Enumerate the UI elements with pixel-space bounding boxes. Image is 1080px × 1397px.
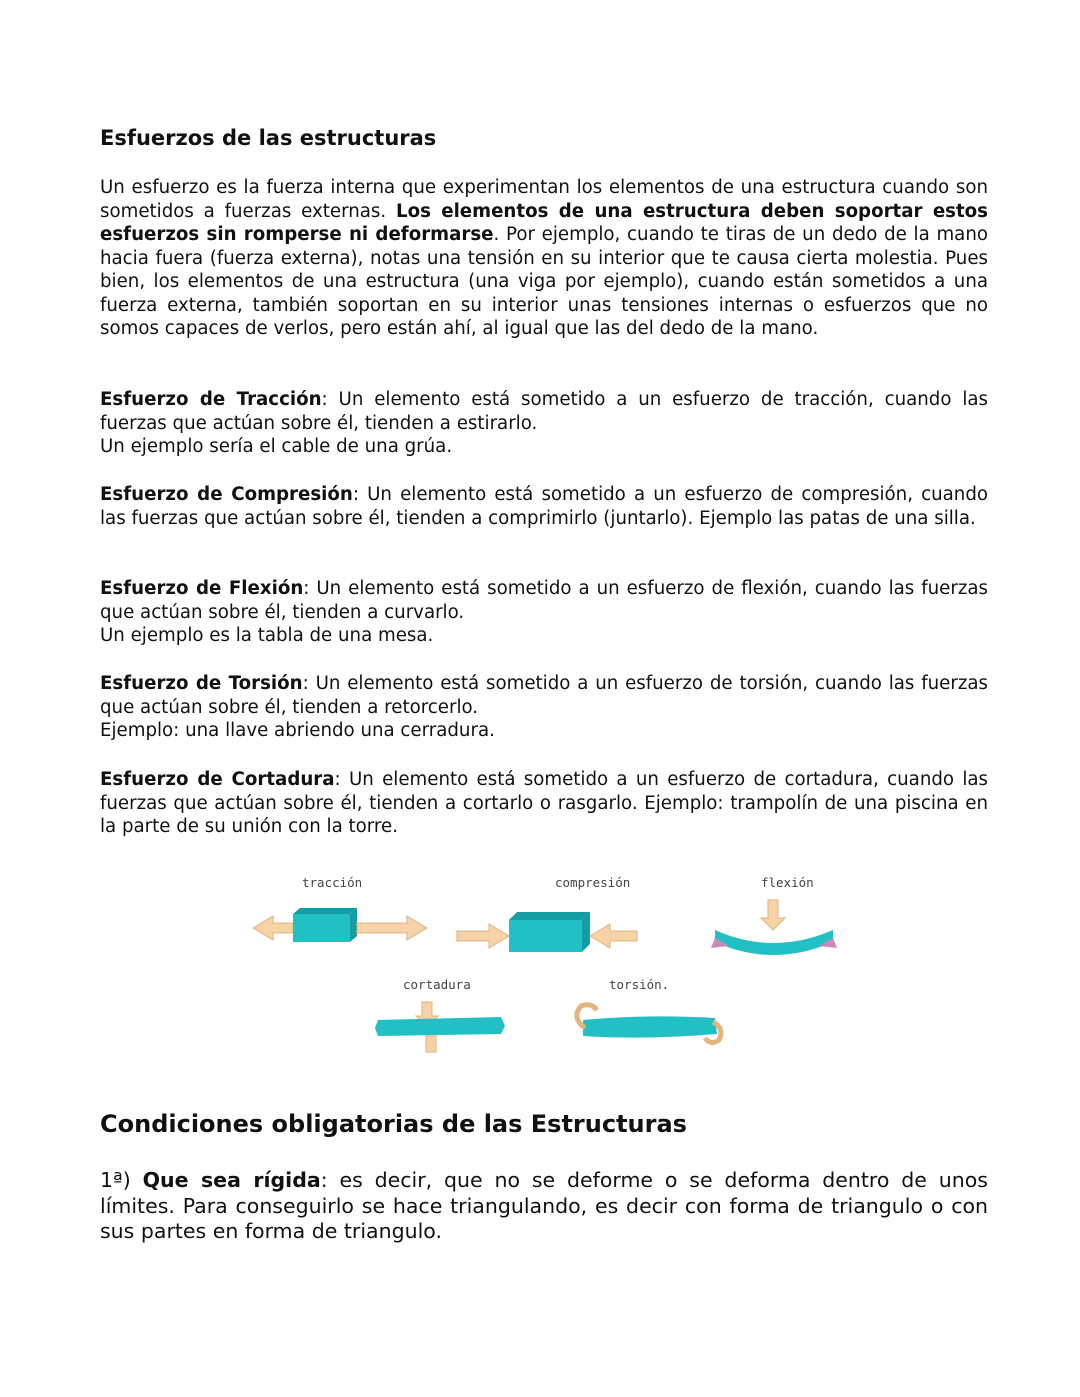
traccion-term: Esfuerzo de Tracción	[100, 389, 322, 410]
compresion-block-top	[509, 912, 590, 920]
label-torsion: torsión.	[609, 977, 670, 992]
condicion-1-text: : es decir, que no se deforme o se deforma dentro de unos límites. Para conseguirlo se hace triangulando, es decir con forma de triangulo o con sus partes en forma de triangulo.	[100, 1168, 988, 1243]
intro-paragraph	[100, 176, 988, 341]
cortadura-diagram	[375, 977, 505, 1052]
stress-types-illustration	[245, 868, 845, 1068]
compresion-term: Esfuerzo de Compresión	[100, 484, 353, 505]
section-title-esfuerzos: Esfuerzos de las estructuras	[100, 126, 437, 150]
traccion-arrow-left	[253, 916, 293, 940]
cortadura-text: : Un elemento está sometido a un esfuerzo de cortadura, cuando las fuerzas que actúan sobre él, tienden a cortarlo o rasgarlo. Ejemplo: trampolín de una piscina en la parte de su unión con la torre.	[100, 769, 988, 837]
flexion-term: Esfuerzo de Flexión	[100, 578, 304, 599]
flexion-arrow-down	[761, 900, 785, 930]
flexion-text: : Un elemento está sometido a un esfuerzo de flexión, cuando las fuerzas que actúan sobre él, tienden a curvarlo.	[100, 578, 988, 623]
flexion-beam	[715, 930, 833, 955]
cortadura-beam	[375, 1017, 505, 1036]
section-title-condiciones: Condiciones obligatorias de las Estructuras	[100, 1110, 687, 1138]
traccion-block-top	[293, 908, 357, 914]
cortadura-term: Esfuerzo de Cortadura	[100, 769, 335, 790]
intro-bold: Los elementos de una estructura deben soportar estos esfuerzos sin romperse ni deformarse	[100, 200, 989, 245]
traccion-block	[293, 914, 350, 942]
label-cortadura: cortadura	[403, 977, 471, 992]
intro-text-2: . Por ejemplo, cuando te tiras de un dedo de la mano hacia fuera (fuerza externa), notas una tensión en su interior que te causa cierta molestia. Pues bien, los elementos de una estructura (una viga por ejemplo), cuando están sometidos a una fuerza externa, también soportan en su interior unas tensiones internas o esfuerzos que no somos capaces de verlos, pero están ahí, al igual que las del dedo de la mano.	[100, 224, 988, 339]
cortadura-arrow-up	[426, 1036, 436, 1052]
torsion-beam	[583, 1016, 717, 1037]
flexion-example: Un ejemplo es la tabla de una mesa.	[100, 625, 434, 646]
traccion-diagram	[253, 875, 427, 942]
condicion-1-paragraph	[100, 1168, 988, 1245]
stress-types-figure	[245, 868, 845, 1068]
label-compresion: compresión	[555, 875, 631, 890]
traccion-arrow-right	[357, 916, 427, 940]
torsion-text: : Un elemento está sometido a un esfuerzo de torsión, cuando las fuerzas que actúan sobre él, tienden a retorcerlo.	[100, 673, 988, 718]
torsion-example: Ejemplo: una llave abriendo una cerradura.	[100, 720, 495, 741]
torsion-term: Esfuerzo de Torsión	[100, 673, 303, 694]
condicion-1-number: 1ª)	[100, 1168, 131, 1192]
compresion-block	[509, 920, 582, 952]
traccion-text: : Un elemento está sometido a un esfuerzo de tracción, cuando las fuerzas que actúan sobre él, tienden a estirarlo.	[100, 389, 988, 434]
torsion-paragraph	[100, 672, 988, 743]
label-flexion: flexión	[761, 875, 814, 890]
intro-text-1: Un esfuerzo es la fuerza interna que experimentan los elementos de una estructura cuando son sometidos a fuerzas externas.	[100, 177, 988, 222]
compresion-arrow-right	[590, 924, 637, 948]
compresion-text: : Un elemento está sometido a un esfuerzo de compresión, cuando las fuerzas que actúan sobre él, tienden a comprimirlo (juntarlo). Ejemplo las patas de una silla.	[100, 484, 988, 529]
traccion-example: Un ejemplo sería el cable de una grúa.	[100, 436, 453, 457]
cortadura-paragraph	[100, 768, 988, 839]
compresion-paragraph	[100, 483, 988, 530]
torsion-diagram	[577, 977, 721, 1043]
compresion-diagram	[457, 875, 637, 952]
label-traccion: tracción	[302, 875, 363, 890]
condicion-1-term: Que sea rígida	[142, 1168, 321, 1192]
flexion-diagram	[711, 875, 837, 955]
traccion-paragraph	[100, 388, 988, 459]
compresion-arrow-left	[457, 924, 509, 948]
flexion-paragraph	[100, 577, 988, 648]
